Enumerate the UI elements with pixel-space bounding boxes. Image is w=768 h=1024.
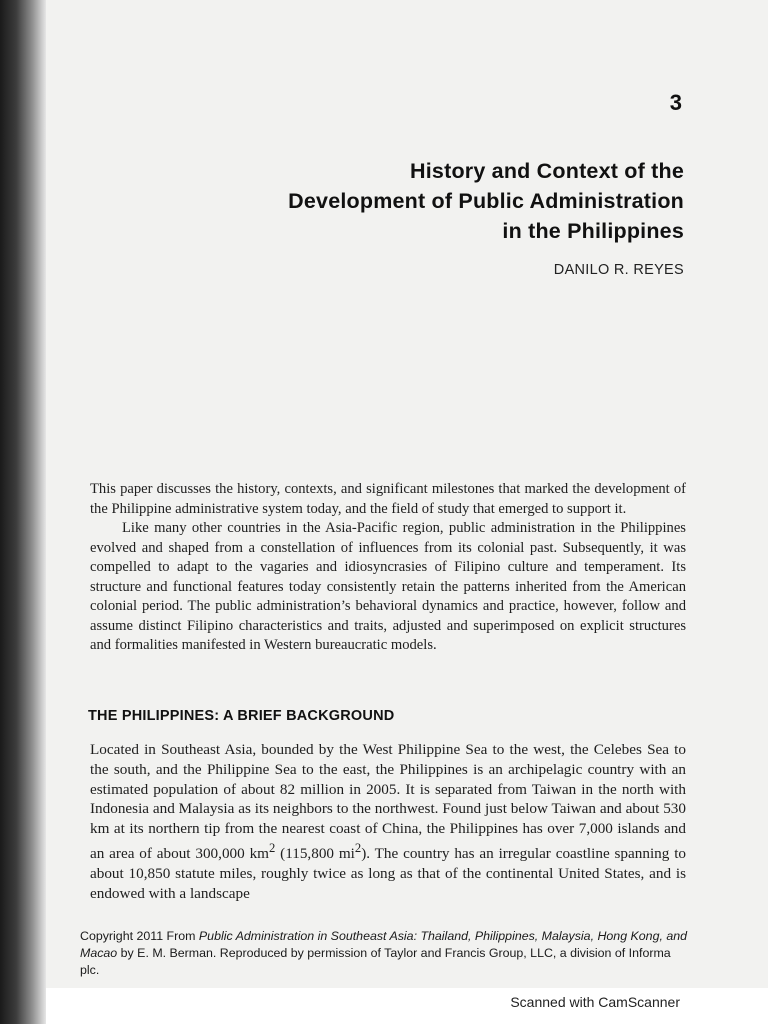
book-title: Public Administration in Southeast Asia: Thailand, Philippines, Malaysia, Hong Kong, and Macao: [80, 929, 688, 960]
section-heading: THE PHILIPPINES: A BRIEF BACKGROUND: [88, 708, 395, 724]
section-body: [90, 740, 686, 903]
book-spine-shadow: [0, 0, 46, 1024]
abstract: [90, 480, 686, 656]
copyright-notice: [80, 928, 690, 979]
abstract-paragraph-1: This paper discusses the history, contexts, and significant milestones that marked the development of the Philippine administrative system today, and the field of study that emerged to support it.: [90, 481, 686, 517]
chapter-number: 3: [669, 90, 682, 115]
abstract-paragraph-2: Like many other countries in the Asia-Pacific region, public administration in the Philippines evolved and shaped from a constellation of influences from its colonial past. Subsequently, it was compelled to adapt to the vagaries and idiosyncrasies of Filipino culture and temperament. Its structure and functional features today consistently retain the patterns inherited from the American colonial period. The public administration’s behavioral dynamics and practice, however, follow and assume distinct Filipino characteristics and traits, adjusted and superimposed on explicit structures and formalities manifested in Western bureaucratic models.: [90, 520, 686, 653]
copyright-prefix: Copyright 2011 From: [80, 929, 199, 943]
superscript-mi2: 2: [354, 840, 362, 855]
superscript-km2: 2: [268, 840, 276, 855]
chapter-title-line-3: in the Philippines: [502, 219, 684, 243]
copyright-suffix: by E. M. Berman. Reproduced by permission of Taylor and Francis Group, LLC, a division of Informa plc.: [80, 946, 671, 977]
section-paragraph: [90, 740, 686, 903]
chapter-title: [124, 156, 684, 246]
chapter-title-line-1: History and Context of the: [410, 159, 684, 183]
author-name: DANILO R. REYES: [553, 262, 684, 278]
section-text-part-1: Located in Southeast Asia, bounded by the West Philippine Sea to the west, the Celebes Sea to the south, and the Philippine Sea to the east, the Philippines is an archipelagic country with an estimated population of about 82 million in 2005. It is separated from Taiwan in the north with Indonesia and Malaysia as its neighbors to the northwest. Found just below Taiwan and about 530 km at its northern tip from the nearest coast of China, the Philippines has over 7,000 islands and an area of about 300,000 km: [90, 741, 686, 863]
section-text-part-2: (115,800 mi: [275, 845, 355, 863]
chapter-title-line-2: Development of Public Administration: [288, 189, 684, 213]
section-text-part-3: ). The country has an irregular coastline spanning to about 10,850 statute miles, roughly twice as long as that of the continental United States, and is endowed with a landscape: [90, 845, 687, 902]
scanner-watermark: Scanned with CamScanner: [510, 994, 680, 1010]
